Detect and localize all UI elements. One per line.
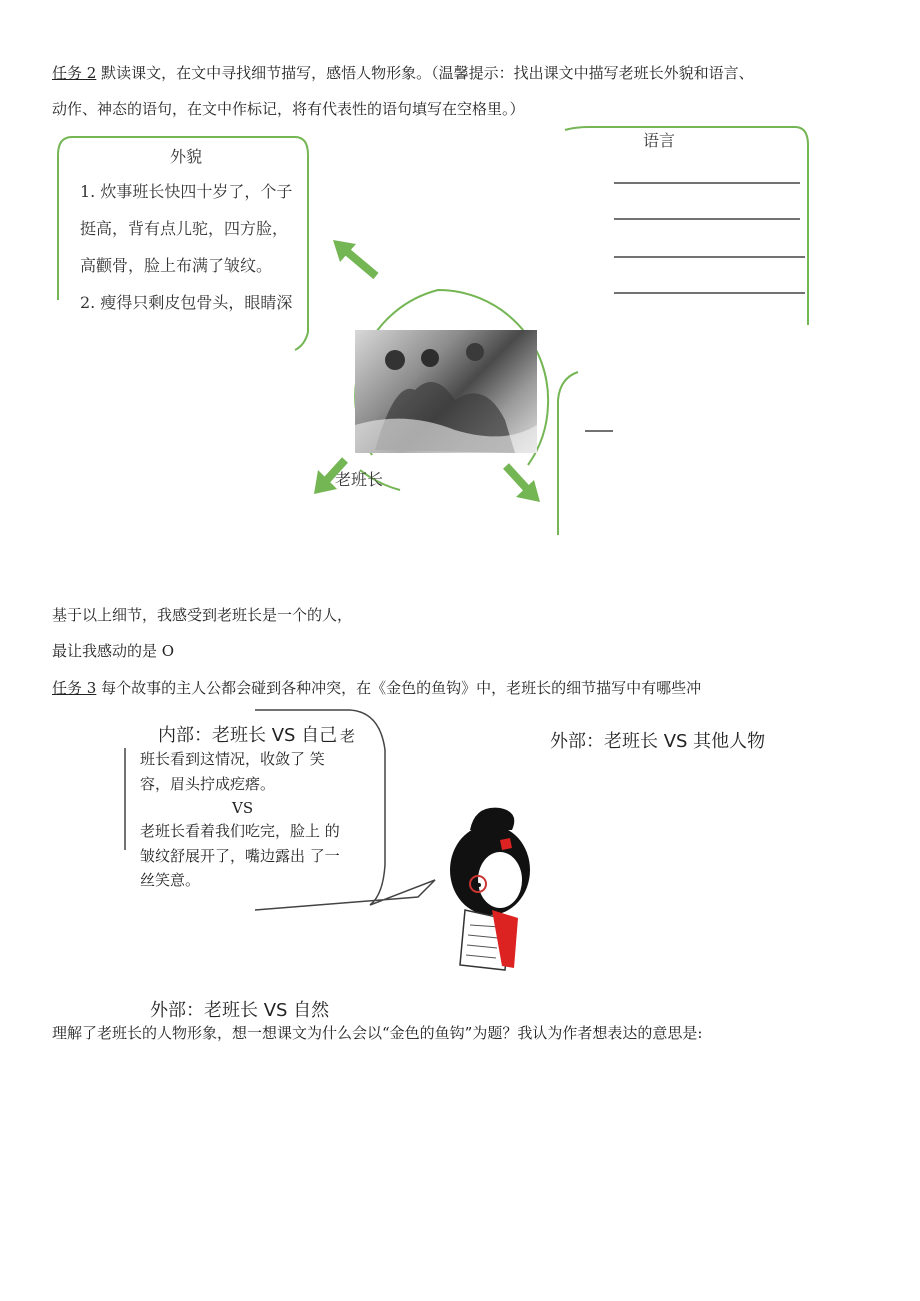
girl-reading-illustration [430,800,550,990]
task3-label: 任务 3 [52,679,97,697]
internal-line-5: 皱纹舒展开了，嘴边露出 了一 [140,847,340,865]
internal-line-6: 丝笑意。 [140,871,201,889]
internal-line-4: 老班长看着我们吃完，脸上 的 [140,822,340,840]
final-question: 理解了老班长的人物形象，想一想课文为什么会以“金色的鱼钩”为题？我认为作者想表达的意思是: [52,1024,703,1042]
external-nature-title: 外部：老班长 VS 自然 [150,1000,330,1021]
appearance-frame-left [58,137,72,300]
soldiers-sketch [355,330,537,453]
task2-label: 任务 2 [52,64,97,82]
appearance-line-4: 2. 瘦得只剩皮包骨头，眼睛深 [80,293,293,312]
soldiers-illustration [355,330,537,453]
appearance-line-3: 高颧骨，脸上布满了皱纹。 [80,256,273,275]
summary-line-1: 基于以上细节，我感受到老班长是一个的人， [52,606,353,624]
internal-line-0: 老 [340,727,356,745]
language-title: 语言 [643,131,676,150]
center-label: 老班长 [335,470,384,489]
internal-line-2: 容，眉头拧成疙瘩。 [140,775,276,793]
summary-line-2: 最让我感动的是 O [52,642,175,660]
arrow-up-left-icon [333,240,376,276]
appearance-title: 外貌 [170,147,203,166]
appearance-line-1: 1. 炊事班长快四十岁了，个子 [80,182,293,201]
internal-line-1: 班长看到这情况，收敛了 笑 [140,750,325,768]
action-frame [558,372,578,535]
task3-text: 每个故事的主人公都会碰到各种冲突，在《金色的鱼钩》中，老班长的细节描写中有哪些冲 [101,679,702,697]
appearance-line-2: 挺高，背有点儿驼，四方脸， [80,219,289,238]
language-frame [565,127,808,325]
task2-instruction: 默读课文，在文中寻找细节描写，感悟人物形象。（温馨提示：找出课文中描写老班长外貌和语言、 [101,64,754,82]
internal-line-3: VS [232,799,254,817]
external-people-title: 外部：老班长 VS 其他人物 [550,731,766,752]
arrow-down-right-icon [506,466,540,502]
task2-line2: 动作、神态的语句，在文中作标记，将有代表性的语句填写在空格里。） [52,100,525,118]
internal-conflict-title: 内部：老班长 VS 自己 [158,725,338,746]
